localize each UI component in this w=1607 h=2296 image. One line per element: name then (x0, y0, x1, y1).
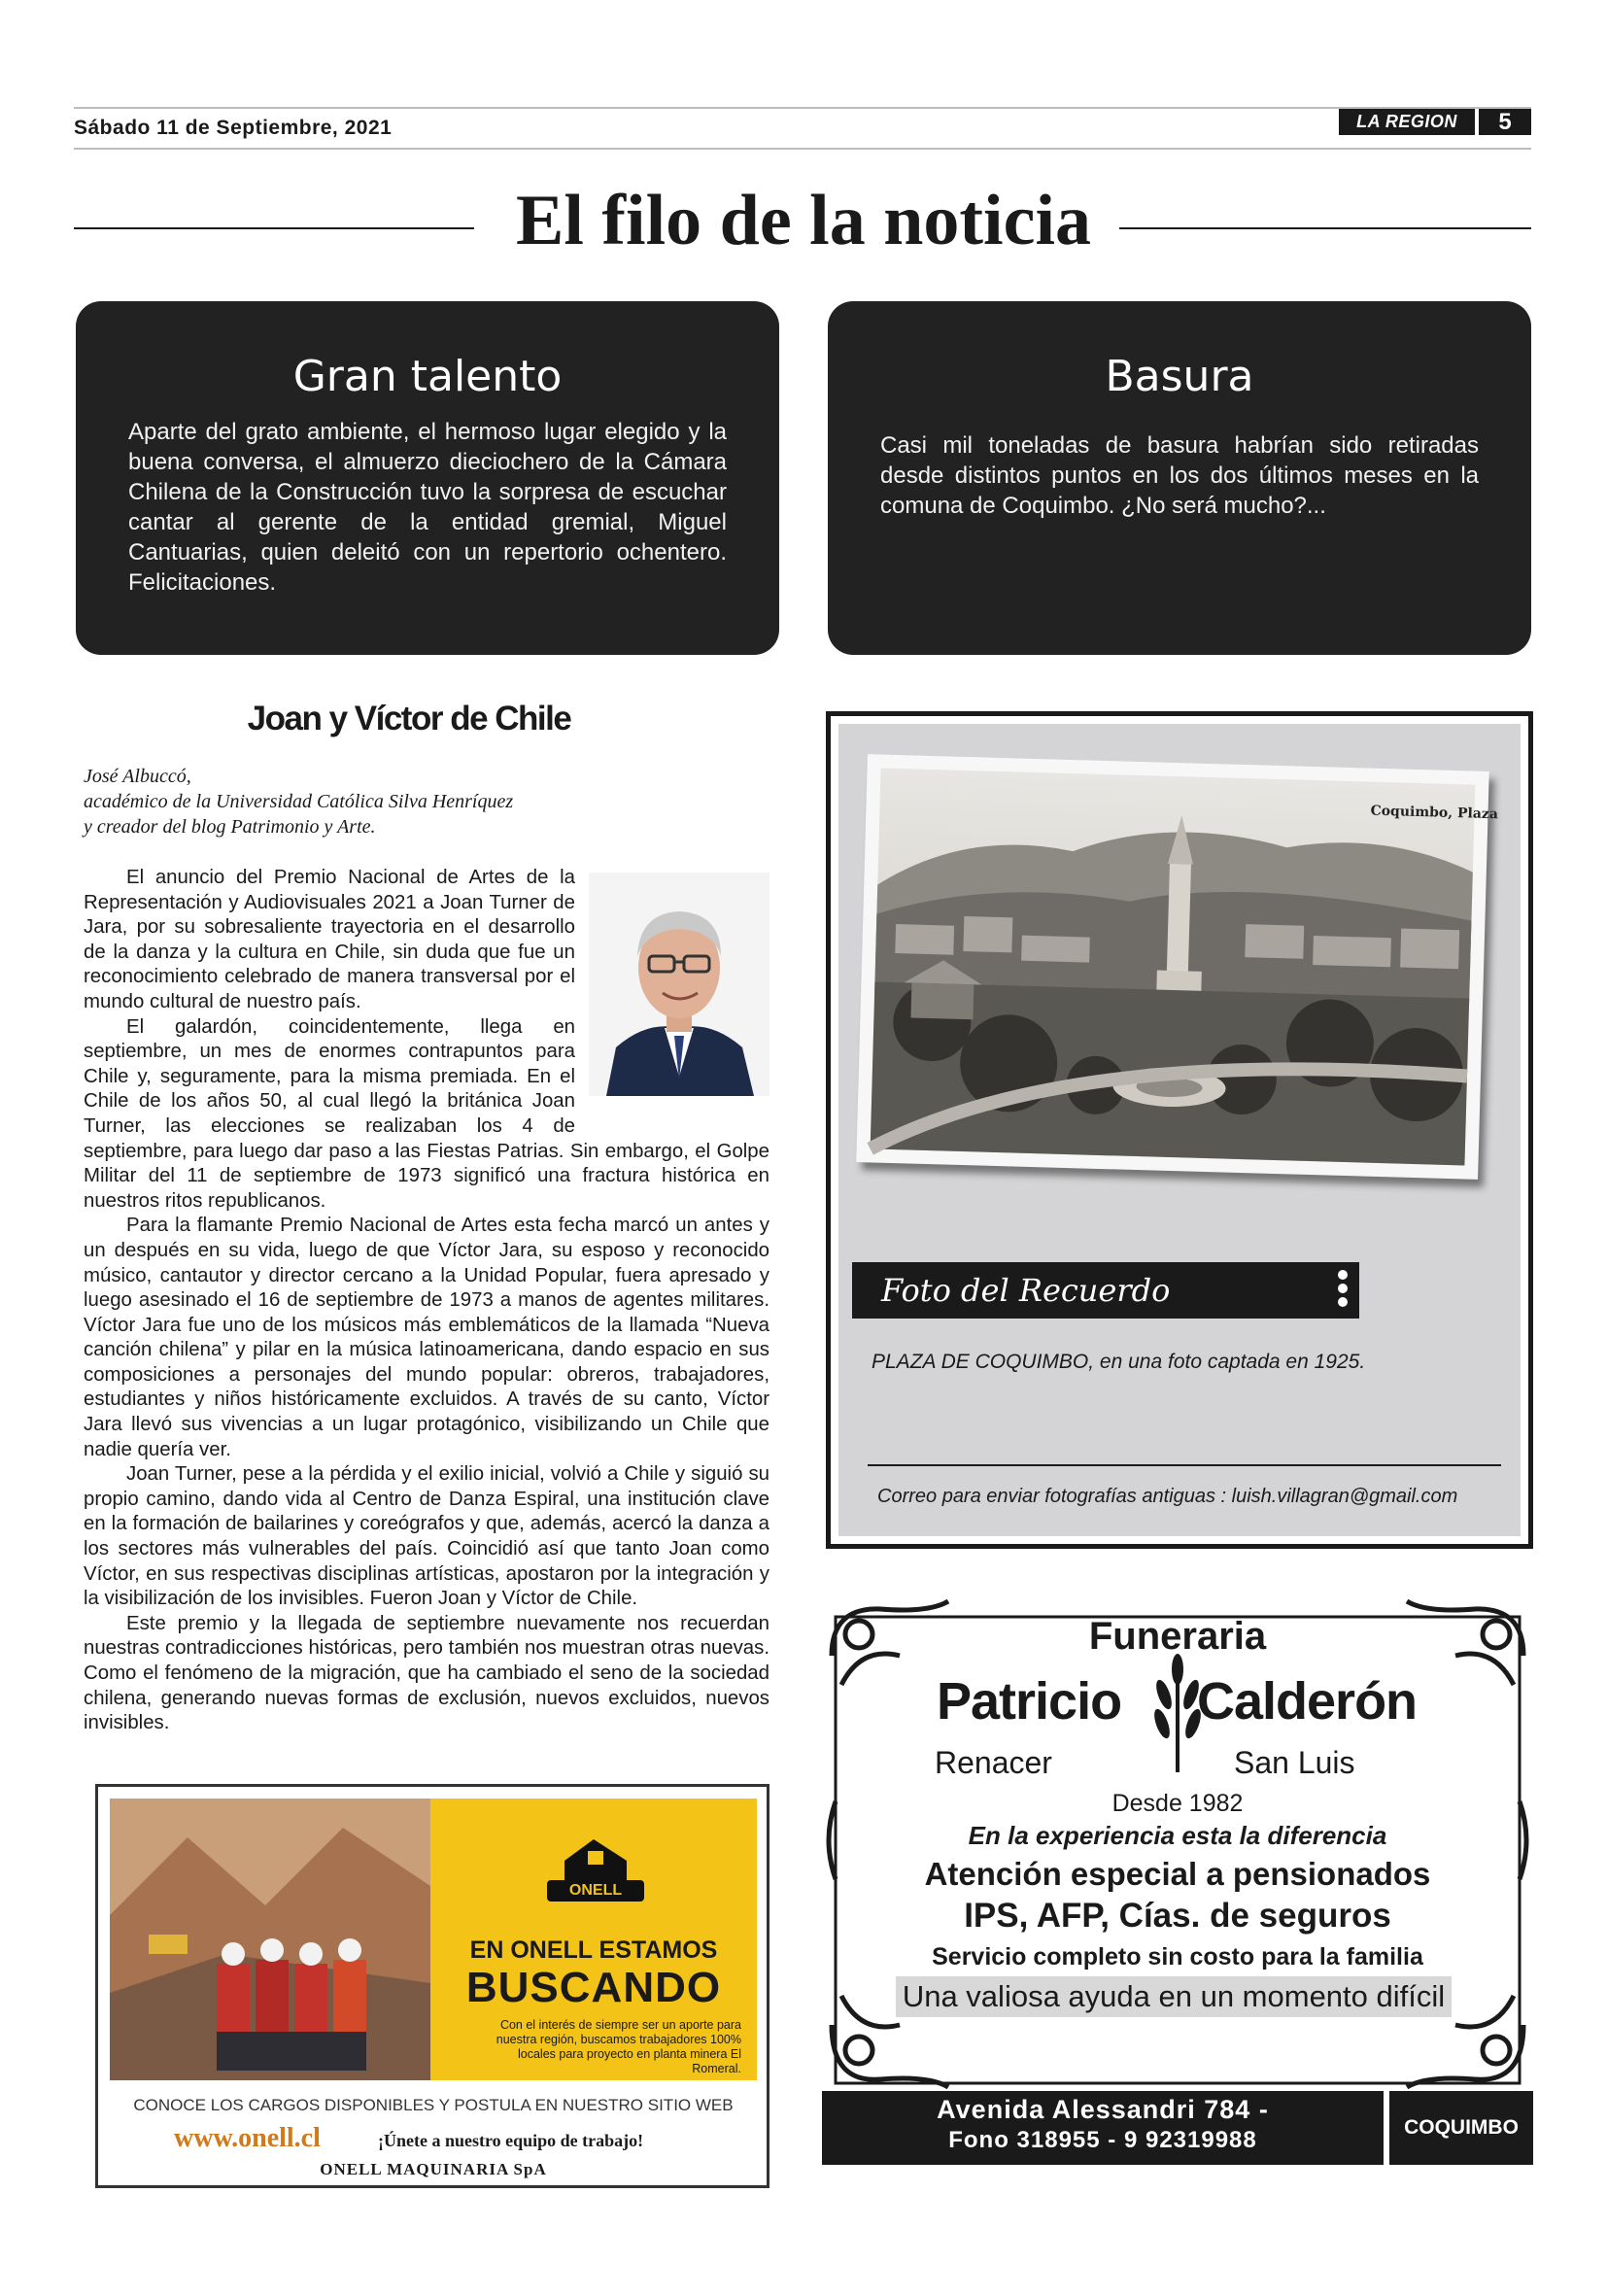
funeraria-name-first: Patricio (937, 1672, 1122, 1731)
onell-description: Con el interés de siempre ser un aporte para nuestra región, buscamos trabajadores 100% locales para proyecto en planta minera El Romeral. (496, 2018, 741, 2075)
news-box-gran-talento (76, 301, 779, 655)
mining-workers-photo (110, 1799, 430, 2080)
onell-headline: EN ONELL ESTAMOS (469, 1936, 718, 1964)
onell-logo: ONELL (547, 1880, 644, 1902)
section-title: El filo de la noticia (516, 181, 1091, 260)
article-paragraph: Joan Turner, pese a la pérdida y el exilio inicial, volvió a Chile y siguió su propio camino, dando vida al Centro de Danza Espiral, una institución clave en la formación de bailarines y coreógrafos y que, además, acercó la danza a los sectores más vulnerables del país. Coincidió así que tanto Joan como Víctor, en sus respectivas disciplinas artísticas, apostaron por la integración y la visibilización de los invisibles. Fueron Joan y Víctor de Chile. (84, 1463, 769, 1610)
funeraria-ad (822, 1588, 1533, 2167)
email-note: Correo para enviar fotografías antiguas : luish.villagran@gmail.com (877, 1486, 1458, 1507)
funeraria-phone: Fono 318955 - 9 92319988 (948, 2127, 1257, 2153)
onell-buscando: BUSCANDO (465, 1964, 722, 2011)
onell-ad (95, 1784, 769, 2188)
photo-caption: PLAZA DE COQUIMBO, en una foto captada en 1925. (872, 1351, 1366, 1373)
funeraria-valiosa: Una valiosa ayuda en un momento difícil (896, 1976, 1452, 2017)
dots-icon (1338, 1270, 1350, 1311)
article-paragraph: El anuncio del Premio Nacional de Artes de la Representación y Audiovisuales 2021 a Joan Turner de Jara, por su sobresaliente trayectoria en el desarrollo de la danza y la cultura en Chile, sin duda que fue un reconocimiento celebrado de manera transversal por el mundo cultural de nuestro país. (84, 867, 575, 1012)
article-title: Joan y Víctor de Chile (247, 700, 571, 737)
newspaper-logo: LA REGION (1339, 109, 1475, 135)
onell-website-link[interactable]: www.onell.cl (174, 2123, 321, 2153)
news-box-title: Basura (1105, 352, 1254, 401)
funeraria-since: Desde 1982 (1111, 1790, 1244, 1817)
foto-recuerdo-banner (852, 1262, 1359, 1319)
funeraria-contact-bar (822, 2091, 1384, 2165)
page-number: 5 (1479, 109, 1531, 135)
byline-line: académico de la Universidad Católica Silva Henríquez (84, 791, 514, 812)
wheat-icon (1151, 1654, 1204, 1772)
funeraria-service: Servicio completo sin costo para la familia (932, 1943, 1423, 1970)
header-bottom-rule (74, 148, 1531, 150)
article-byline (84, 764, 589, 840)
header-top-rule (74, 107, 1531, 109)
byline-line: y creador del blog Patrimonio y Arte. (84, 816, 376, 838)
funeraria-slogan: En la experiencia esta la diferencia (968, 1821, 1387, 1850)
onell-yellow-panel (430, 1799, 757, 2080)
funeraria-branch-renacer: Renacer (935, 1745, 1052, 1780)
funeraria-attention: Atención especial a pensionados (924, 1856, 1431, 1892)
onell-join-text: ¡Únete a nuestro equipo de trabajo! (378, 2131, 644, 2150)
article-paragraph: Este premio y la llegada de septiembre nuevamente nos recuerdan nuestras contradicciones históricas, pero también nos muestran otras nuevas. Como el fenómeno de la migración, que ha cambiado el seno de la sociedad chilena, generando nuevas formas de exclusión, nuevos excluidos, nuevos invisibles. (84, 1612, 769, 1734)
onell-company: ONELL MAQUINARIA SpA (320, 2160, 547, 2178)
author-portrait (589, 873, 769, 1096)
funeraria-name-last: Calderón (1197, 1672, 1418, 1731)
funeraria-branch-sanluis: San Luis (1234, 1745, 1355, 1780)
historic-photo-card (856, 754, 1499, 1180)
byline-line: José Albuccó, (84, 766, 191, 787)
title-rule-right (1119, 227, 1531, 229)
issue-date: Sábado 11 de Septiembre, 2021 (74, 117, 393, 139)
funeraria-city: COQUIMBO (1389, 2091, 1533, 2165)
photo-memory-section (826, 711, 1533, 1549)
photo-label: Coquimbo, Plaza (1370, 803, 1499, 823)
banner-text: Foto del Recuerdo (881, 1272, 1171, 1309)
news-box-basura (828, 301, 1531, 655)
news-box-title: Gran talento (292, 352, 563, 401)
photo-memory-panel (838, 724, 1521, 1536)
onell-cta: CONOCE LOS CARGOS DISPONIBLES Y POSTULA EN NUESTRO SITIO WEB (133, 2096, 734, 2114)
funeraria-address: Avenida Alessandri 784 - (937, 2095, 1269, 2124)
news-box-text: Casi mil toneladas de basura habrían sido retiradas desde distintos puntos en los dos últimos meses en la comuna de Coquimbo. ¿No será mucho?... (880, 432, 1479, 519)
article-paragraph: El galardón, coincidentemente, llega en septiembre, un mes de enormes contrapuntos para Chile y, seguramente, para la misma premiada. En el Chile de los años 50, al cual llegó la británica Joan Turner, las elecciones se realizaban los 4 de septiembre, para luego dar paso a las Fiestas Patrias. Sin embargo, el Golpe Militar del 11 de septiembre de 1973 significó una fractura histórica en nuestros ritos republicanos. (84, 1015, 769, 1212)
news-box-text: Aparte del grato ambiente, el hermoso lugar elegido y la buena conversa, el almuerzo dieciochero de la Cámara Chilena de la Construcción tuvo la sorpresa de escuchar cantar al gerente de la entidad gremial, Miguel Cantuarias, quien deleitó con un repertorio ochentero. Felicitaciones. (128, 419, 727, 596)
historic-plaza-photo (871, 769, 1499, 1166)
funeraria-word: Funeraria (1088, 1615, 1267, 1658)
funeraria-ips: IPS, AFP, Cías. de seguros (964, 1897, 1391, 1935)
photo-divider (868, 1464, 1501, 1466)
article-paragraph: Para la flamante Premio Nacional de Artes esta fecha marcó un antes y un después en su vida, luego de que Víctor Jara, su esposo y reconocido músico, cantautor y director cercano a la Unidad Popular, fuera apresado y luego asesinado el 16 de septiembre de 1973 a manos de agentes militares. Víctor Jara fue uno de los músicos más emblemáticos de la llamada “Nueva canción chilena” y pilar en la música latinoamericana, dando espacio en sus composiciones a personajes del mundo popular: obreros, trabajadores, estudiantes y niños históricamente excluidos. A través de su canto, Víctor Jara llevó sus vivencias a un lugar protagónico, visibilizando un Chile que nadie quería ver. (84, 1215, 769, 1460)
